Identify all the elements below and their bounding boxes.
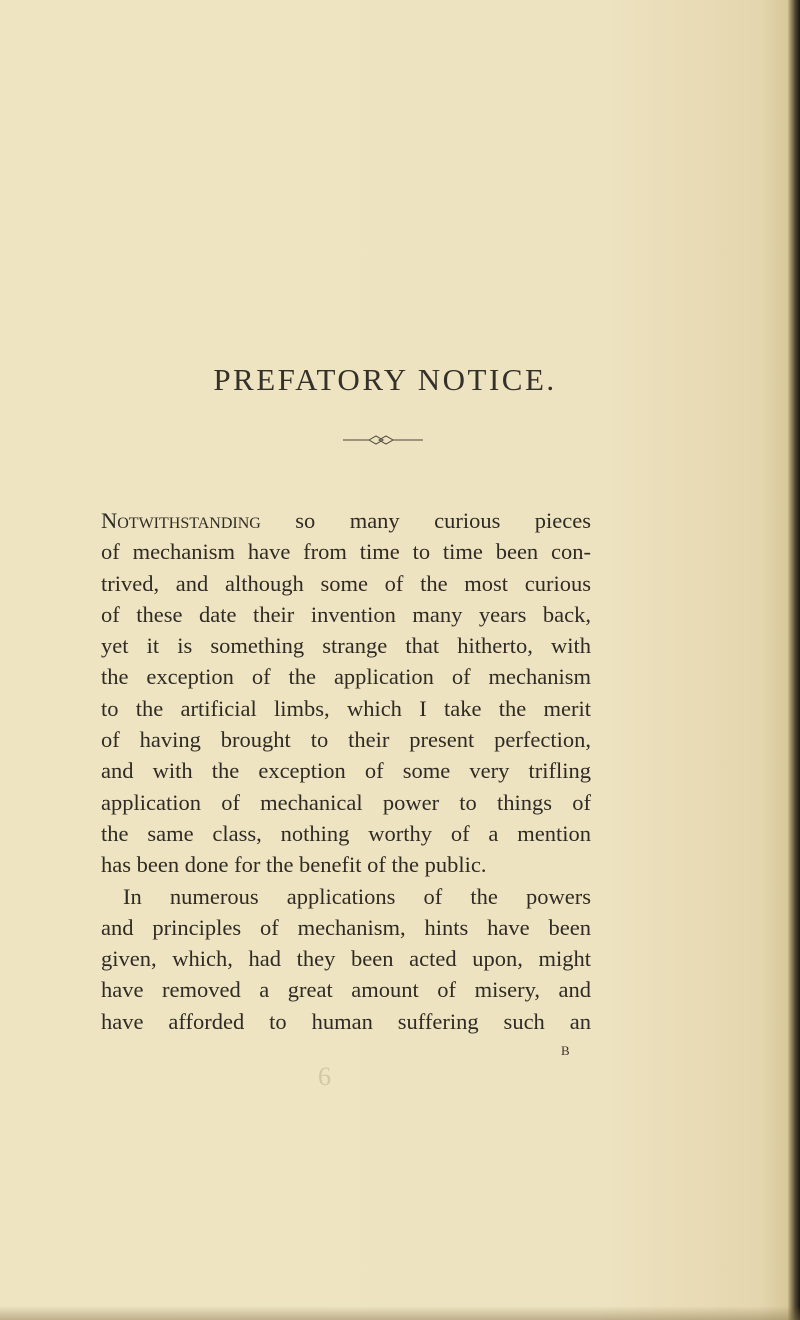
text-line: of these date their invention many years back, (101, 601, 591, 627)
text-line: In numerous applications of the powers (123, 883, 591, 909)
signature-mark: B (561, 1043, 570, 1058)
opening-word: Notwithstanding (101, 508, 261, 533)
text-line: given, which, had they been acted upon, might (101, 946, 591, 972)
text-line: trived, and although some of the most curious (101, 570, 591, 596)
text-line: to the artificial limbs, which I take the merit (101, 695, 591, 721)
faint-stamp-mark: 6 (318, 1062, 331, 1091)
text-line: the exception of the application of mechanism (101, 664, 591, 690)
page-bottom-shadow (0, 1306, 800, 1320)
ornament-icon (343, 433, 423, 447)
text-line: have afforded to human suffering such an (101, 1008, 591, 1034)
text-line: of having brought to their present perfection, (101, 727, 591, 753)
text-line: have removed a great amount of misery, and (101, 977, 591, 1003)
text-line: the same class, nothing worthy of a mention (101, 820, 591, 846)
text-line: yet it is something strange that hitherto, with (101, 633, 591, 659)
notice-body (101, 505, 591, 1037)
book-spine-edge (788, 0, 800, 1320)
text-line: application of mechanical power to things of (101, 789, 591, 815)
page-title: PREFATORY NOTICE. (213, 362, 557, 397)
text-line: Notwithstanding so many curious pieces (101, 508, 591, 533)
text-line: and principles of mechanism, hints have been (101, 914, 591, 940)
text-line: has been done for the benefit of the public. (101, 852, 487, 878)
text-line: of mechanism have from time to time been con- (101, 539, 591, 565)
text-line: and with the exception of some very trifling (101, 758, 591, 784)
